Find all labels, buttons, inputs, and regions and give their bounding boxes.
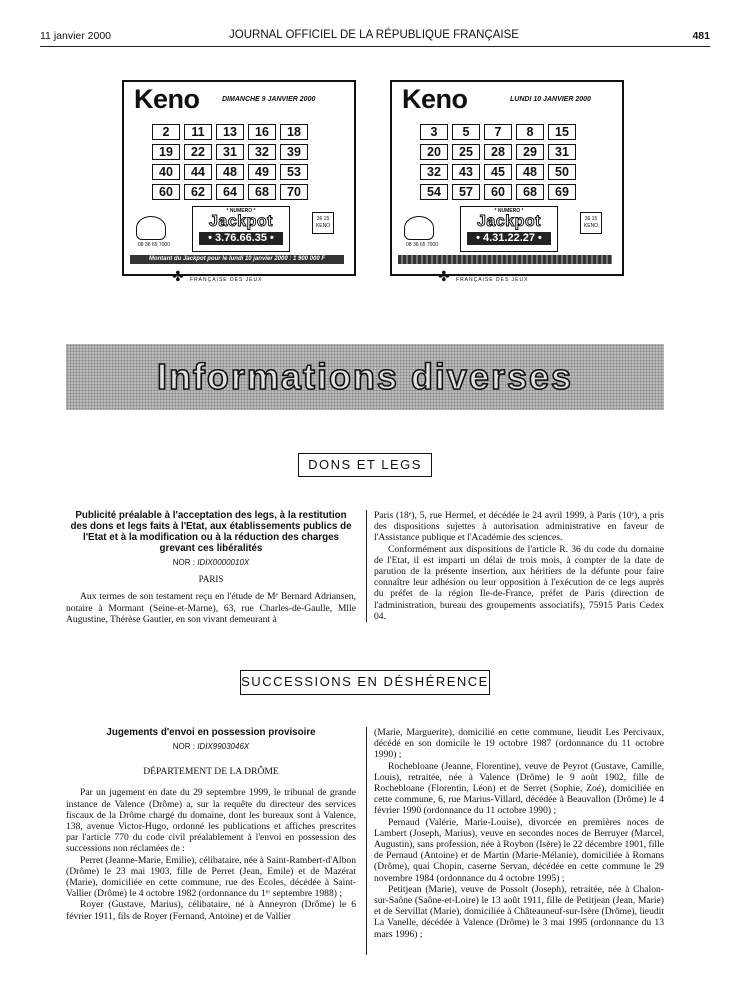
header-date: 11 janvier 2000	[40, 30, 112, 42]
keno-number-cell: 15	[548, 124, 576, 140]
jackpot-label: * NUMERO *	[226, 208, 256, 214]
keno-number-cell: 64	[216, 184, 244, 200]
keno-number-cell: 3	[420, 124, 448, 140]
keno-number-cell: 60	[484, 184, 512, 200]
dons-paragraph: Paris (18ᵉ), 5, rue Hermel, et décédée le 24 avril 1999, à Paris (10ᵉ), a pris des dispositions sujettes à autorisation administrative en faveur de l'Assistance publique et l'Académie des sciences.	[374, 510, 664, 544]
keno-number-cell: 20	[420, 144, 448, 160]
minitel-icon: 36 15 KENO	[312, 212, 334, 234]
journal-title: JOURNAL OFFICIEL DE LA RÉPUBLIQUE FRANÇAISE	[229, 29, 519, 41]
successions-right-column	[374, 727, 664, 940]
column-rule	[366, 510, 367, 622]
dons-heading: Publicité préalable à l'acceptation des legs, à la restitution des dons et legs faits à l'Etat, aux établissements publics de l'Etat et à la modification ou à la réduction des charges grevant ces libéralités	[70, 510, 352, 554]
phone-icon	[404, 216, 434, 240]
keno-number-cell: 22	[184, 144, 212, 160]
jackpot-box	[192, 206, 290, 252]
banner-title: Informations diverses	[156, 356, 574, 397]
minitel-icon: 36 15 KENO	[580, 212, 602, 234]
dons-paragraph: Aux termes de son testament reçu en l'étude de Mᵉ Bernard Adriansen, notaire à Mormant (Seine-et-Marne), 63, rue Charles-de-Gaulle, Mlle Augustine, Thérèse Gautier, en son vivant demeurant à	[66, 591, 356, 625]
keno-number-cell: 70	[280, 184, 308, 200]
fdj-label: FRANÇAISE DES JEUX	[456, 277, 529, 283]
succession-paragraph: Perret (Jeanne-Marie, Emilie), célibataire, née à Saint-Rambert-d'Albon (Drôme) le 23 mai 1903, fille de Perret (Jean, Emile) et de Mazérat (Marie), domiciliée en cette commune, rue des Ecoles, décédée à Saint-Vallier (Drôme) le 4 octobre 1982 (ordonnance du 1ᵉʳ septembre 1988) ;	[66, 854, 356, 900]
succession-paragraph: Pernaud (Valérie, Marie-Louise), divorcée en premières noces de Lambert (Joseph, Marius), veuve en secondes noces de Berruyer (Marcel, Augustin), sans profession, née à Roybon (Isère) le 22 décembre 1901, fille de Pernaud (Antoine) et de Martin (Marie-Mélanie), domiciliée à Romans (Drôme), quai Chopin, caserne Servan, décédée en cette commune le 29 novembre 1984 (ordonnance du 4 octobre 1995) ;	[374, 816, 664, 884]
phone-number: 08 36 65 7000	[406, 242, 438, 248]
jackpot-label: * NUMERO *	[494, 208, 524, 214]
keno-number-cell: 62	[184, 184, 212, 200]
dons-left-column	[66, 510, 356, 625]
phone-number: 08 36 65 7000	[138, 242, 170, 248]
keno-draw-date: LUNDI 10 JANVIER 2000	[510, 96, 591, 103]
keno-number-cell: 44	[184, 164, 212, 180]
keno-number-cell: 11	[184, 124, 212, 140]
keno-number-cell: 60	[152, 184, 180, 200]
dons-city: PARIS	[198, 574, 224, 585]
keno-draw-date: DIMANCHE 9 JANVIER 2000	[222, 96, 316, 103]
keno-number-cell: 68	[516, 184, 544, 200]
jackpot-word: Jackpot	[477, 213, 541, 230]
keno-number-cell: 54	[420, 184, 448, 200]
keno-number-cell: 31	[216, 144, 244, 160]
keno-logo: Keno	[134, 84, 200, 114]
keno-number-cell: 29	[516, 144, 544, 160]
clover-icon: ✤	[172, 270, 184, 285]
keno-number-cell: 69	[548, 184, 576, 200]
successions-left-column	[66, 727, 356, 922]
succession-paragraph: Par un jugement en date du 29 septembre 1999, le tribunal de grande instance de Valence (Drôme) a, sur la requête du directeur des services fiscaux de la Drôme chargé du domaine, dont les bureaux sont à Valence, 138, avenue Victor-Hugo, ordonné les publications et affiches prescrites par l'article 770 du code civil préalablement à l'envoi en possession des successions non réclamées de :	[66, 787, 356, 855]
keno-number-cell: 8	[516, 124, 544, 140]
keno-number-cell: 19	[152, 144, 180, 160]
successions-right-text	[374, 727, 664, 940]
keno-number-cell: 39	[280, 144, 308, 160]
succession-paragraph: Royer (Gustave, Marius), célibataire, né à Anneyron (Drôme) le 6 février 1911, fils de Royer (Fernand, Antoine) et de Vallier	[66, 899, 356, 922]
keno-number-cell: 43	[452, 164, 480, 180]
keno-number-cell: 40	[152, 164, 180, 180]
dons-right-column	[374, 510, 664, 622]
successions-left-text	[66, 787, 356, 921]
keno-number-cell: 5	[452, 124, 480, 140]
keno-number-cell: 13	[216, 124, 244, 140]
keno-number-cell: 28	[484, 144, 512, 160]
jackpot-box	[460, 206, 558, 252]
keno-number-cell: 48	[216, 164, 244, 180]
successions-section-title: SUCCESSIONS EN DÉSHÉRENCE	[240, 670, 490, 695]
footer-bar	[398, 255, 612, 264]
phone-icon	[136, 216, 166, 240]
section-banner	[66, 344, 664, 410]
keno-number-cell: 16	[248, 124, 276, 140]
keno-number-cell: 2	[152, 124, 180, 140]
succession-paragraph: Rochebloane (Jeanne, Florentine), veuve de Peyrot (Gustave, Camille, Louis), retraitée, née à Valence (Drôme) le 9 août 1902, fille de Rochebloane (Florentin, Léon) et de Serret (Sophie, Zoé), domiciliée en cette commune, 6, rue Marius-Villard, décédée à Beauvallon (Drôme) le 4 février 1990 (ordonnance du 11 octobre 1990) ;	[374, 760, 664, 817]
keno-number-cell: 31	[548, 144, 576, 160]
clover-icon: ✤	[438, 270, 450, 285]
keno-number-cell: 50	[548, 164, 576, 180]
keno-number-cell: 18	[280, 124, 308, 140]
keno-number-cell: 48	[516, 164, 544, 180]
keno-number-cell: 32	[420, 164, 448, 180]
keno-number-cell: 25	[452, 144, 480, 160]
succession-paragraph: Petitjean (Marie), veuve de Possolt (Joseph), retraitée, née à Chalon-sur-Saône (Saône-et-Loire) le 13 août 1911, fille de Petitjean (Jean, Marie) et de Servillat (Marie), domiciliée à Châteauneuf-sur-Isère (Drôme), lieudit La Vanelle, décédée à Valence (Drôme) le 3 mai 1995 (ordonnance du 13 mars 1996) ;	[374, 883, 664, 940]
column-rule	[366, 727, 367, 955]
dons-paragraph: Conformément aux dispositions de l'article R. 36 du code du domaine de l'Etat, il est imparti un délai de trois mois, à compter de la date de parution de la présente insertion, aux héritiers de la défunte pour faire connaître leur adhésion ou leur opposition à l'exécution de ce legs auprès du préfet de la région Ile-de-France, préfet de Paris (direction de l'administration, bureau des groupements associatifs), 75915 Paris Cedex 04.	[374, 543, 664, 622]
keno-logo: Keno	[402, 84, 468, 114]
keno-number-cell: 57	[452, 184, 480, 200]
keno-number-cell: 49	[248, 164, 276, 180]
keno-number-cell: 68	[248, 184, 276, 200]
keno-number-cell: 45	[484, 164, 512, 180]
successions-nor: NOR : IDIX9903046X	[172, 742, 250, 751]
department-heading: DÉPARTEMENT DE LA DRÔME	[143, 766, 279, 778]
header-rule	[40, 46, 710, 47]
keno-number-grid	[420, 124, 576, 200]
succession-paragraph: (Marie, Marguerite), domicilié en cette commune, lieudit Les Percivaux, décédé en son domicile le 19 octobre 1987 (ordonnance du 11 octobre 1990) ;	[374, 727, 664, 761]
keno-number-cell: 53	[280, 164, 308, 180]
jackpot-amount-bar: Montant du Jackpot pour le lundi 10 janvier 2000 : 1 900 000 F	[130, 255, 344, 264]
jackpot-number: • 4.31.22.27 •	[467, 232, 551, 245]
keno-card-left	[122, 80, 356, 276]
page-number: 481	[692, 30, 710, 42]
dons-nor: NOR : IDIX0000010X	[172, 558, 250, 567]
keno-number-cell: 7	[484, 124, 512, 140]
successions-heading: Jugements d'envoi en possession provisoire	[106, 727, 316, 738]
keno-card-right	[390, 80, 624, 276]
fdj-label: FRANÇAISE DES JEUX	[190, 277, 263, 283]
jackpot-number: • 3.76.66.35 •	[199, 232, 283, 245]
jackpot-word: Jackpot	[209, 213, 273, 230]
keno-number-cell: 32	[248, 144, 276, 160]
dons-section-title: DONS ET LEGS	[298, 453, 432, 477]
keno-number-grid	[152, 124, 308, 200]
